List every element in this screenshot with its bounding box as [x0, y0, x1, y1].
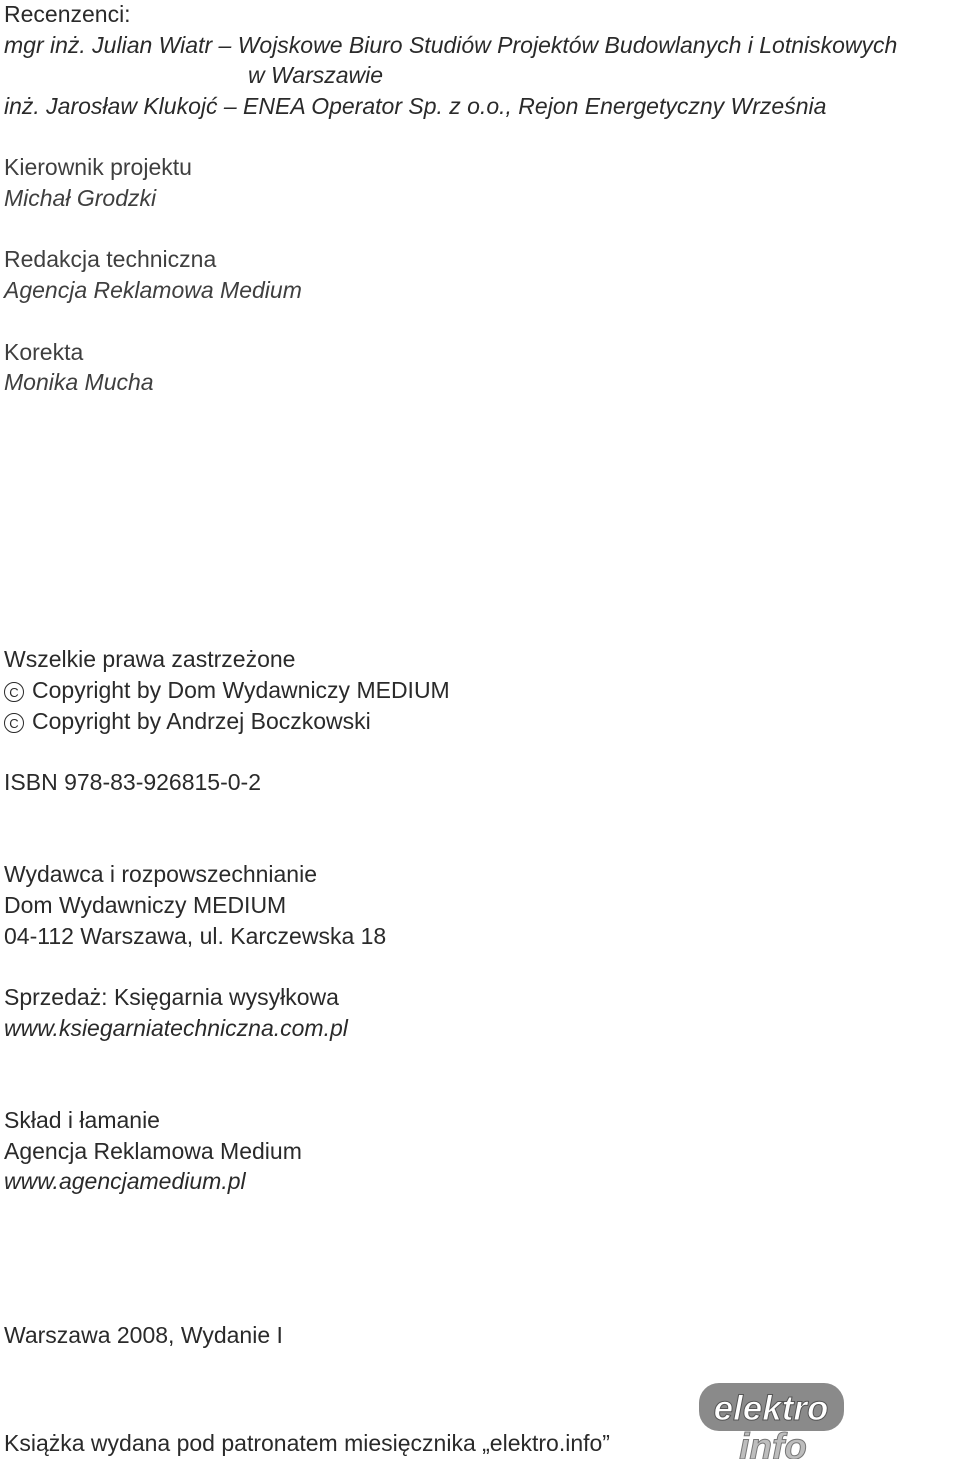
reviewers-heading: Recenzenci: [4, 1, 131, 27]
elektro-info-logo [697, 1373, 847, 1459]
patronage: Książka wydana pod patronatem miesięcznika „elektro.info” [4, 1430, 610, 1456]
logo-line-1: elektro [713, 1389, 829, 1428]
project-manager-label: Kierownik projektu [4, 154, 192, 180]
rights-reserved: Wszelkie prawa zastrzeżone [4, 646, 296, 672]
publisher-name: Dom Wydawniczy MEDIUM [4, 892, 287, 918]
technical-editing-label: Redakcja techniczna [4, 246, 217, 272]
copyright-icon: C [4, 682, 24, 702]
project-manager-name: Michał Grodzki [4, 185, 157, 211]
publisher-address: 04-112 Warszawa, ul. Karczewska 18 [4, 923, 387, 949]
copyright-line-1 [4, 676, 450, 704]
copyright-text-2: Copyright by Andrzej Boczkowski [32, 708, 371, 734]
reviewer-1-city: w Warszawie [248, 62, 384, 88]
typesetting-label: Skład i łamanie [4, 1107, 160, 1133]
technical-editing-name: Agencja Reklamowa Medium [4, 277, 302, 303]
typesetting-url[interactable]: www.agencjamedium.pl [4, 1168, 246, 1194]
copyright-icon: C [4, 713, 24, 733]
publisher-label: Wydawca i rozpowszechnianie [4, 861, 317, 887]
isbn: ISBN 978-83-926815-0-2 [4, 769, 261, 795]
typesetting-name: Agencja Reklamowa Medium [4, 1138, 302, 1164]
sales-label: Sprzedaż: Księgarnia wysyłkowa [4, 984, 339, 1010]
edition: Warszawa 2008, Wydanie I [4, 1322, 283, 1348]
proofreading-name: Monika Mucha [4, 369, 154, 395]
reviewer-2: inż. Jarosław Klukojć – ENEA Operator Sp. z o.o., Rejon Energetyczny Września [4, 93, 827, 119]
copyright-line-2 [4, 707, 371, 735]
reviewer-1: mgr inż. Julian Wiatr – Wojskowe Biuro Studiów Projektów Budowlanych i Lotniskowych [4, 32, 898, 58]
proofreading-label: Korekta [4, 339, 84, 365]
copyright-text-1: Copyright by Dom Wydawniczy MEDIUM [32, 677, 450, 703]
sales-url[interactable]: www.ksiegarniatechniczna.com.pl [4, 1015, 348, 1041]
logo-line-2: info [739, 1426, 807, 1459]
